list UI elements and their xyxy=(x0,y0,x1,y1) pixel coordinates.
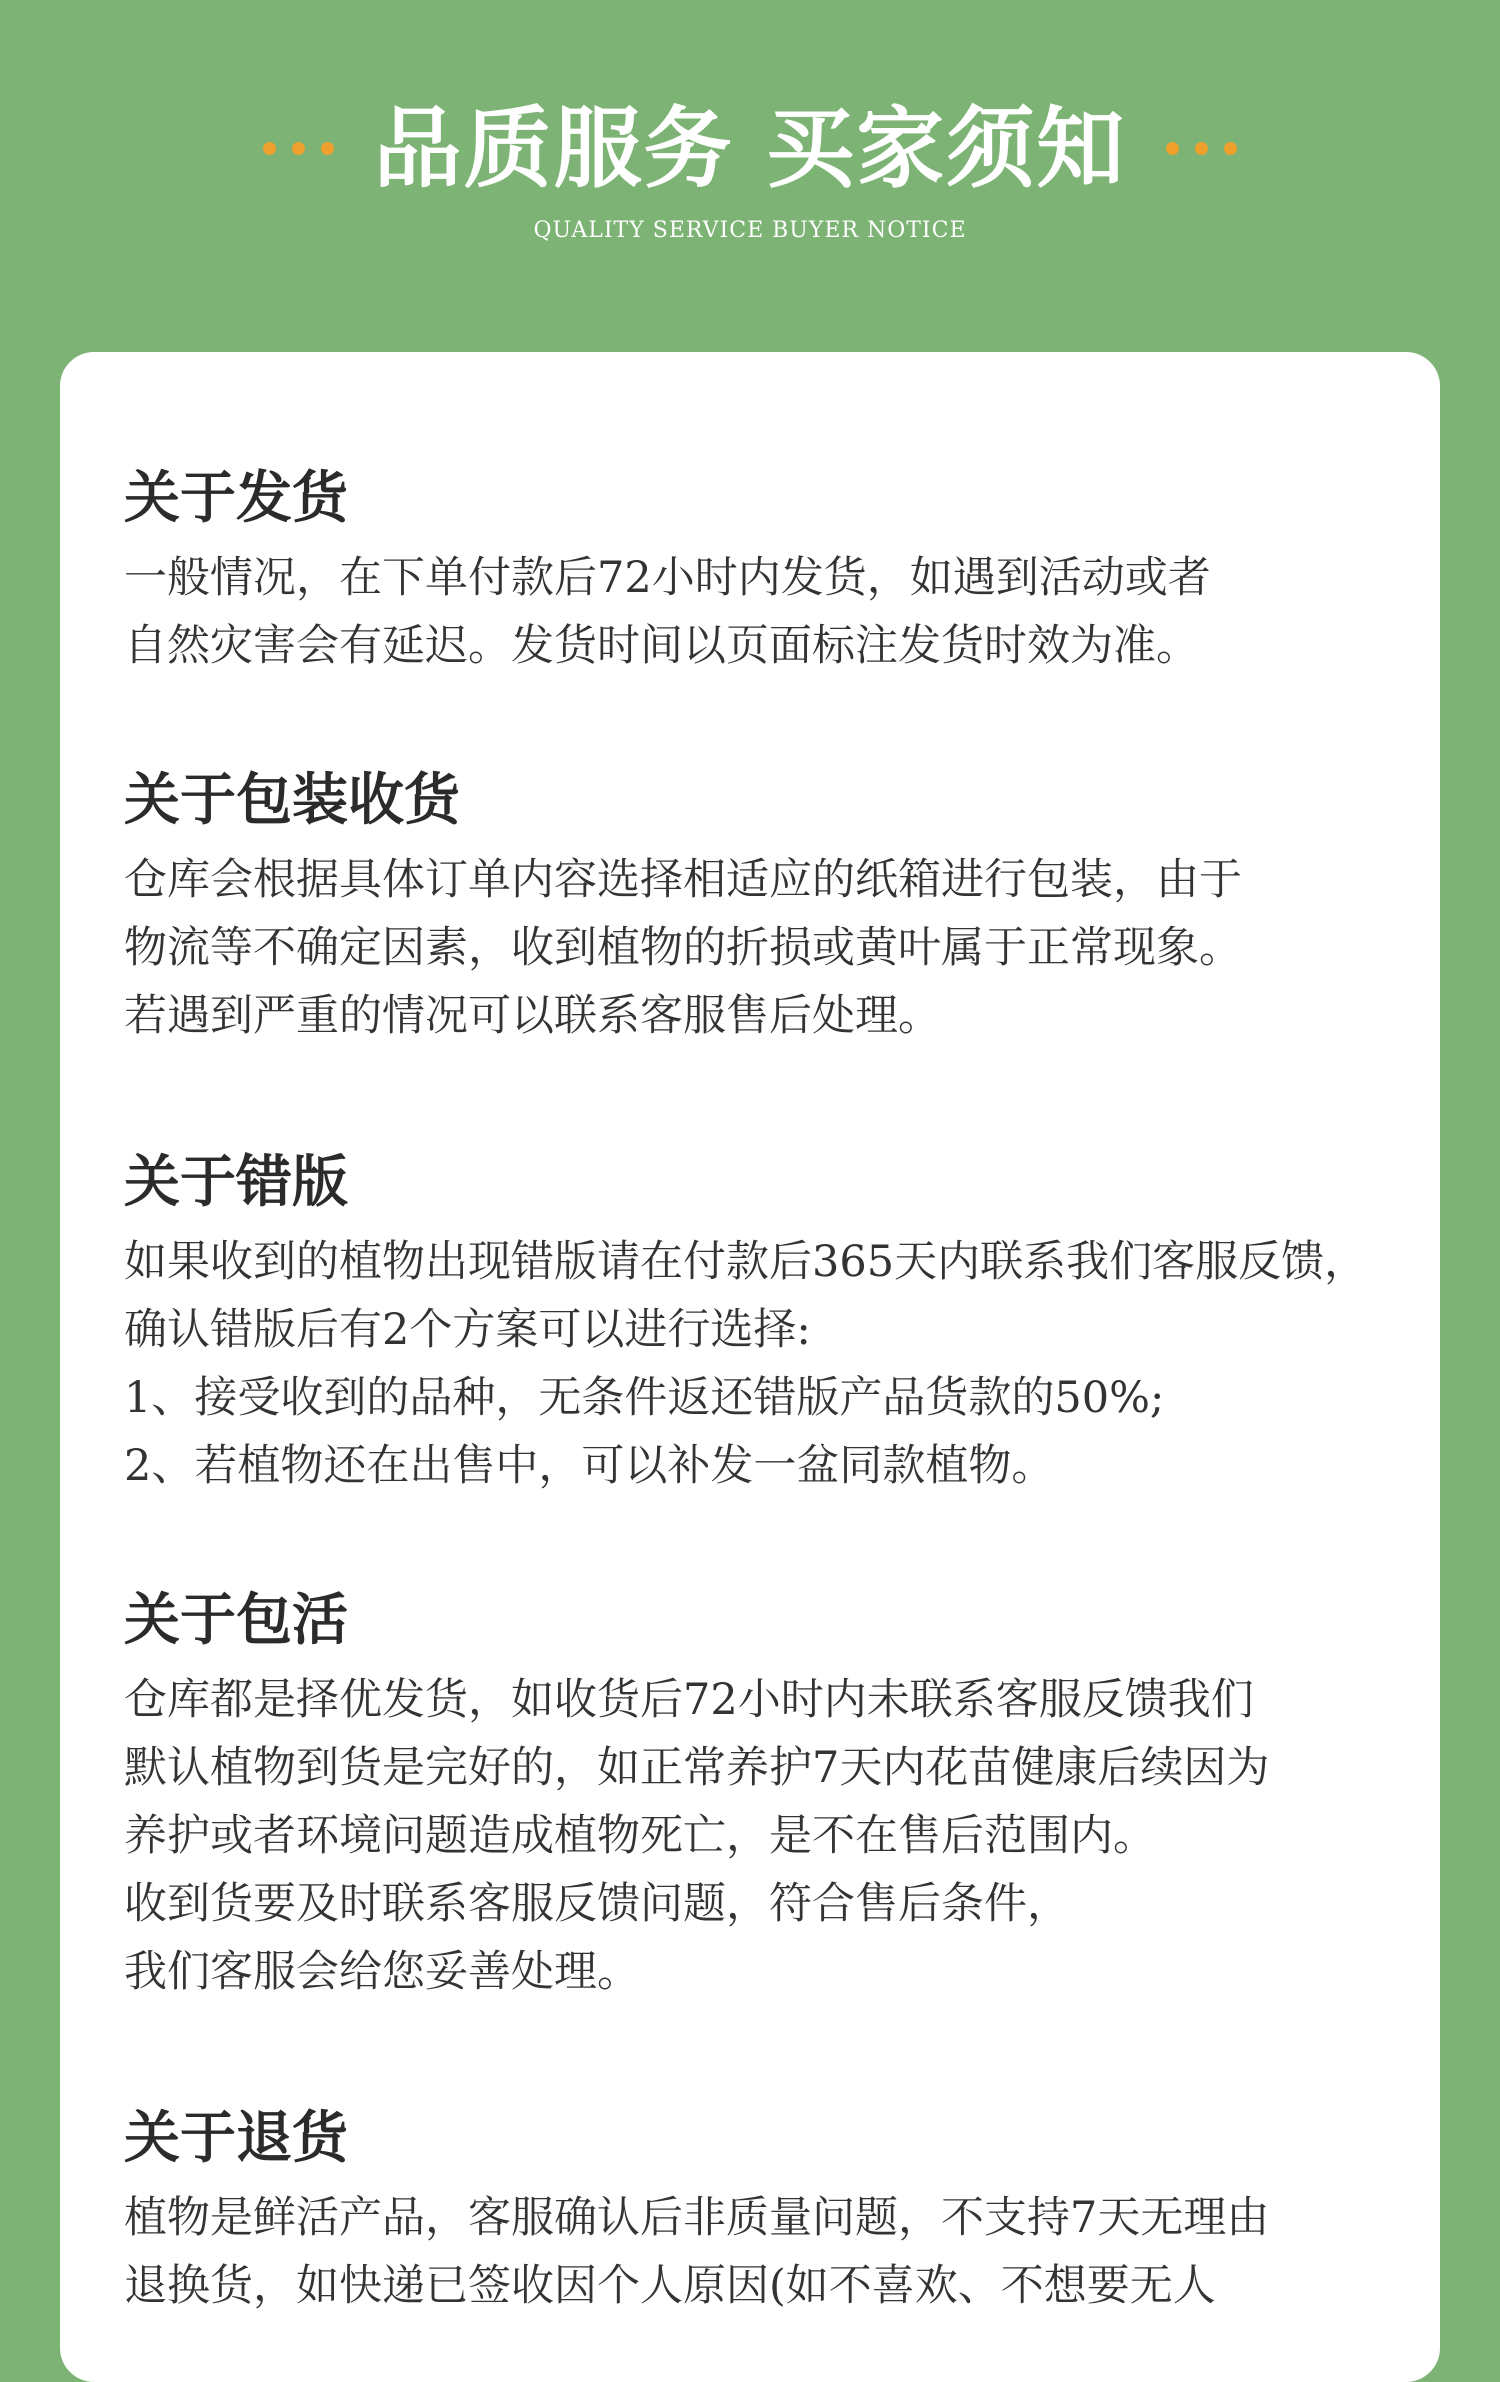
section-text-line: 退换货，如快递已签收因个人原因(如不喜欢、不想要无人 xyxy=(124,2261,1216,2311)
section-text-line: 若遇到严重的情况可以联系客服售后处理。 xyxy=(124,991,941,1041)
section-returns xyxy=(124,2105,1454,2320)
section-text-line: 物流等不确定因素，收到植物的折损或黄叶属于正常现象。 xyxy=(124,923,1242,973)
section-shipping xyxy=(124,465,1454,680)
section-packaging xyxy=(124,767,1454,1050)
section-text-line: 植物是鲜活产品，客服确认后非质量问题，不支持7天无理由 xyxy=(124,2193,1270,2243)
section-text-line: 我们客服会给您妥善处理。 xyxy=(124,1947,640,1997)
section-wrong-variety xyxy=(124,1149,1454,1500)
section-heading: 关于错版 xyxy=(124,1149,348,1215)
section-heading: 关于包活 xyxy=(124,1587,348,1653)
section-survival-guarantee xyxy=(124,1587,1454,2006)
section-text-line: 自然灾害会有延迟。发货时间以页面标注发货时效为准。 xyxy=(124,621,1199,671)
dot-icon xyxy=(292,142,305,155)
section-text-line: 2、若植物还在出售中，可以补发一盆同款植物。 xyxy=(124,1441,1055,1491)
section-heading: 关于发货 xyxy=(124,465,348,531)
dot-icon xyxy=(263,142,276,155)
section-text-line: 仓库都是择优发货，如收货后72小时内未联系客服反馈我们 xyxy=(124,1675,1254,1725)
section-heading: 关于包装收货 xyxy=(124,767,460,833)
right-dots-decoration xyxy=(1166,142,1237,155)
dot-icon xyxy=(1166,142,1179,155)
section-text-line: 如果收到的植物出现错版请在付款后365天内联系我们客服反馈， xyxy=(124,1237,1368,1287)
section-text-line: 养护或者环境问题造成植物死亡，是不在售后范围内。 xyxy=(124,1811,1156,1861)
notice-card[interactable] xyxy=(60,352,1440,2382)
section-text-line: 收到货要及时联系客服反馈问题，符合售后条件， xyxy=(124,1879,1070,1929)
page-subtitle: QUALITY SERVICE BUYER NOTICE xyxy=(533,218,967,243)
section-text-line: 一般情况，在下单付款后72小时内发货，如遇到活动或者 xyxy=(124,553,1211,603)
dot-icon xyxy=(1224,142,1237,155)
section-heading: 关于退货 xyxy=(124,2105,348,2171)
left-dots-decoration xyxy=(263,142,334,155)
dot-icon xyxy=(1195,142,1208,155)
page-title: 品质服务 买家须知 xyxy=(373,96,1127,200)
dot-icon xyxy=(321,142,334,155)
header-banner xyxy=(0,0,1500,340)
title-row xyxy=(0,88,1500,208)
section-text-line: 仓库会根据具体订单内容选择相适应的纸箱进行包装，由于 xyxy=(124,855,1242,905)
section-text-line: 确认错版后有2个方案可以进行选择: xyxy=(124,1305,811,1355)
section-text-line: 默认植物到货是完好的，如正常养护7天内花苗健康后续因为 xyxy=(124,1743,1270,1793)
section-text-line: 1、接受收到的品种，无条件返还错版产品货款的50%; xyxy=(124,1373,1165,1423)
